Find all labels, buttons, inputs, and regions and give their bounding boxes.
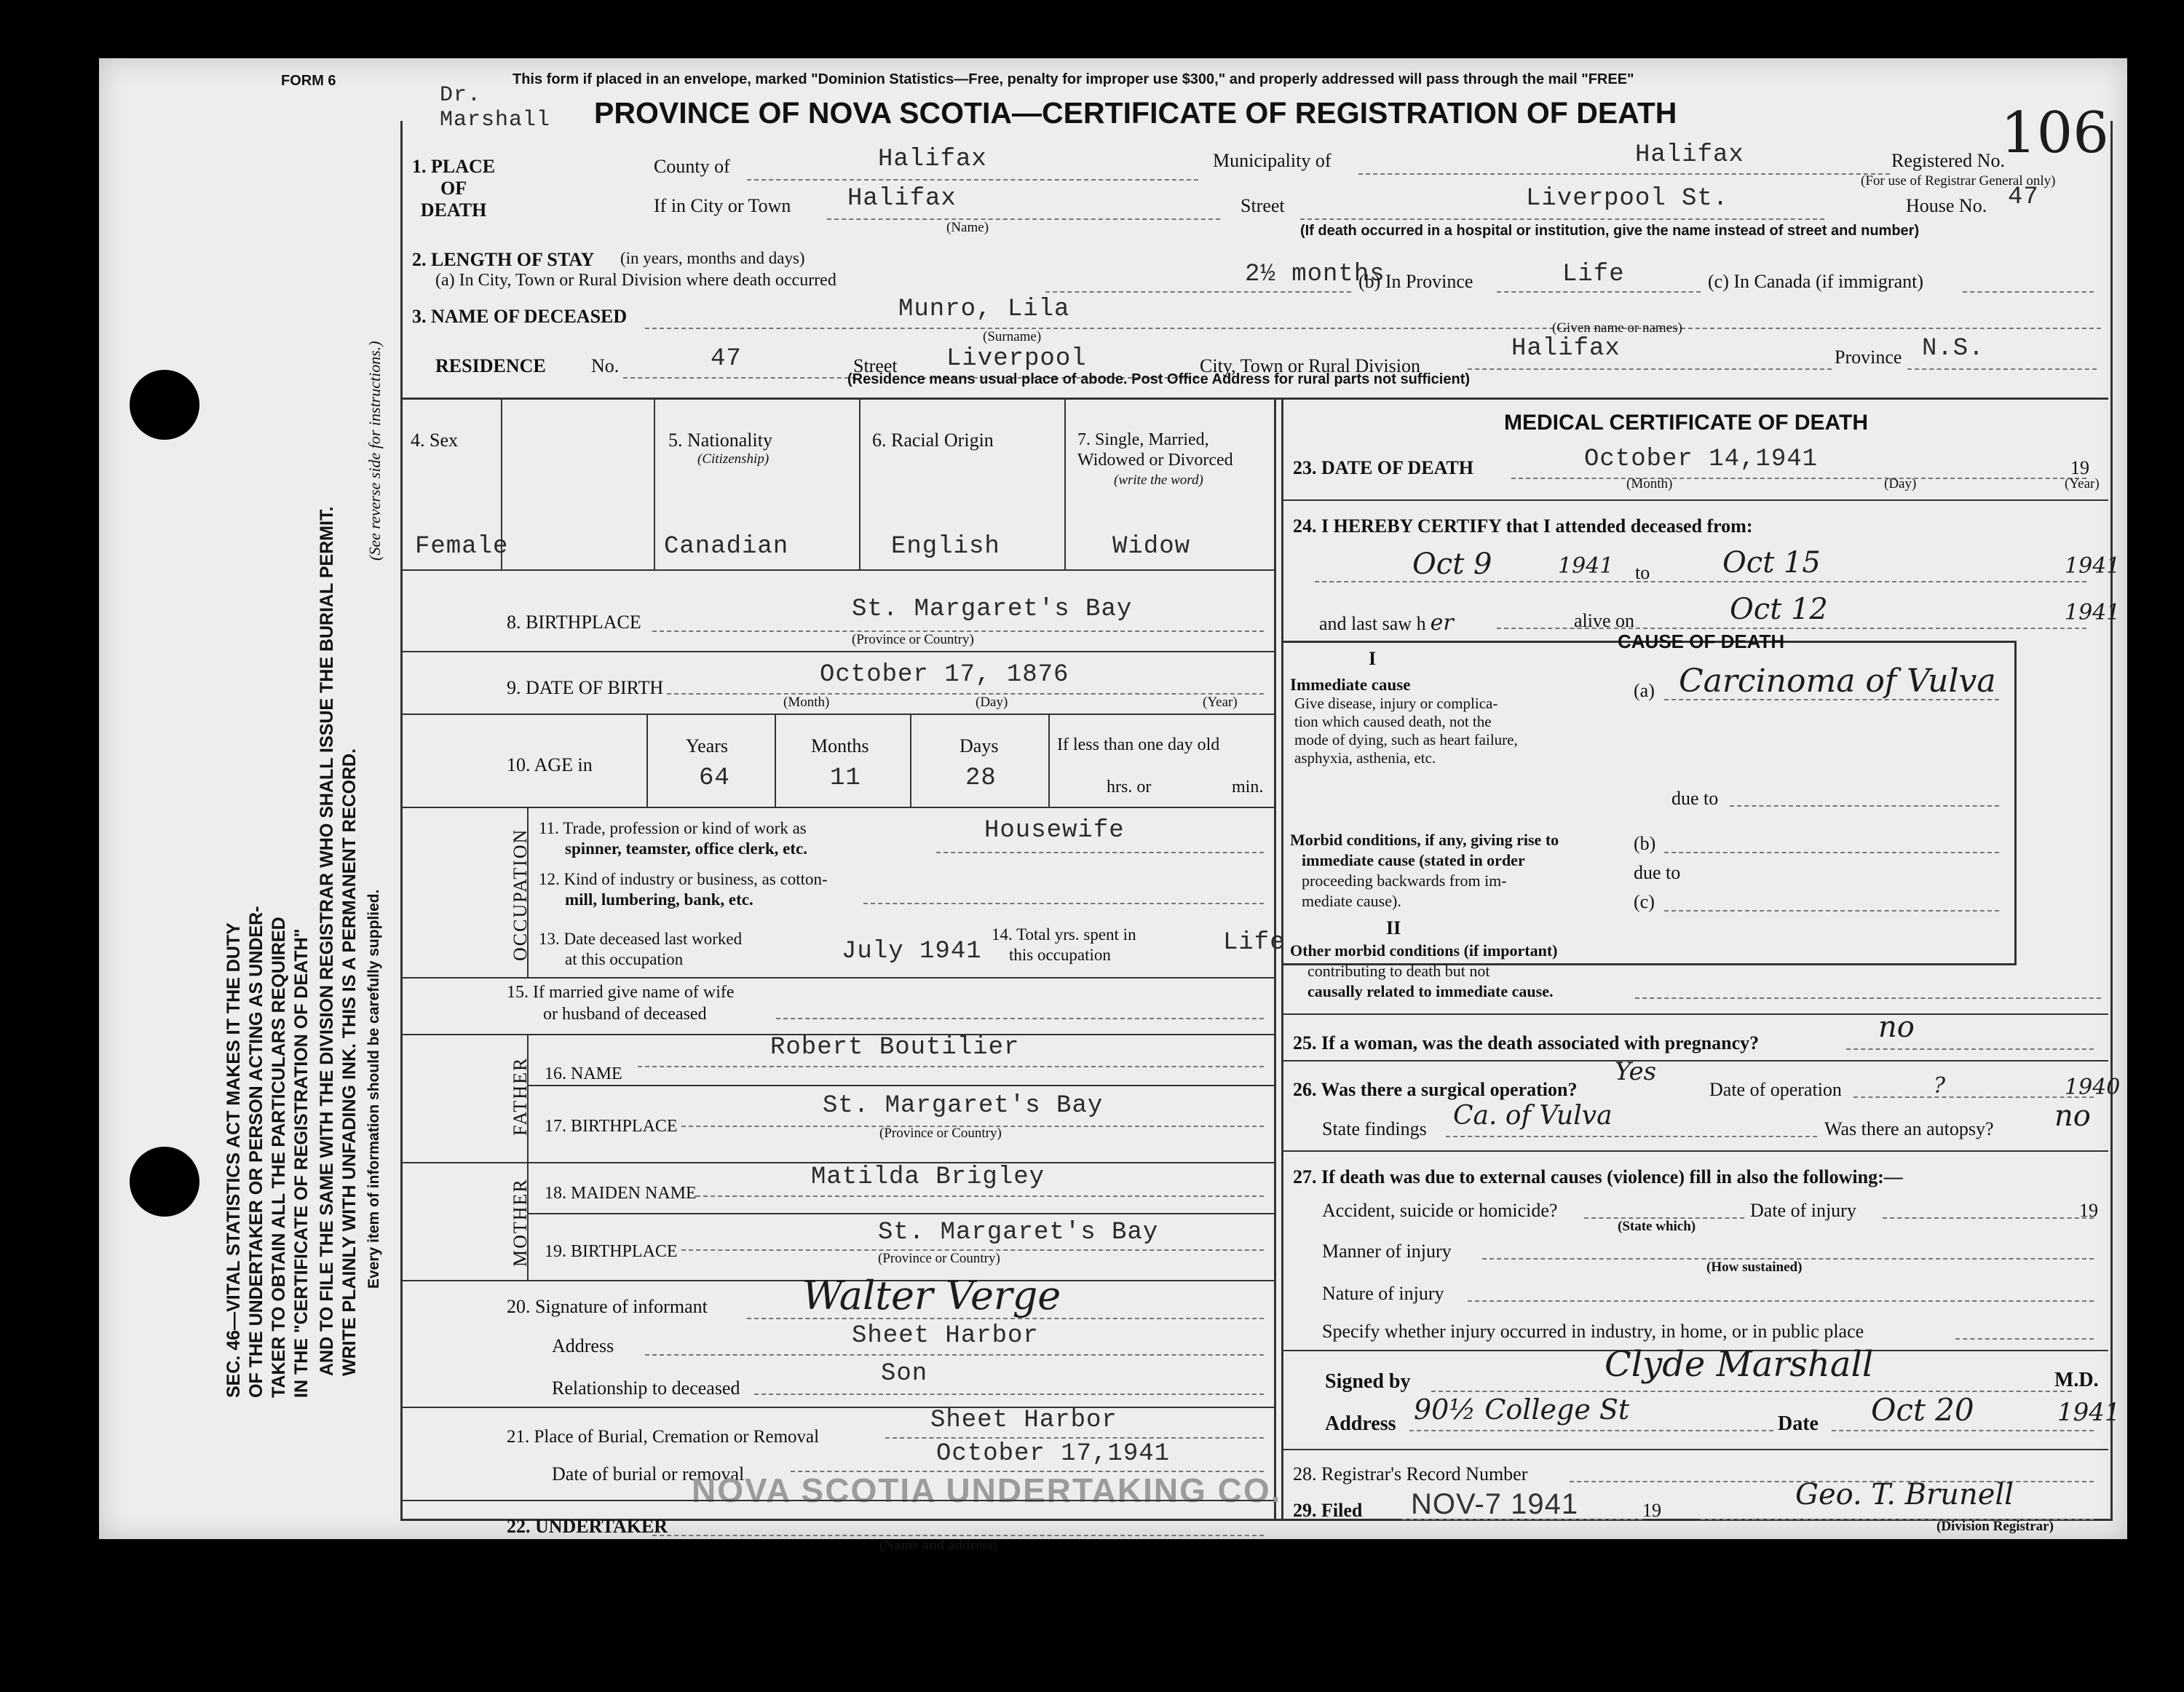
stay-c-label: (c) In Canada (if immigrant) [1708,271,1923,292]
dob-month-caption: (Month) [783,695,830,710]
manner-label: Manner of injury [1322,1241,1452,1262]
state-which-caption: (State which) [1618,1219,1696,1234]
marital-status-value: Widow [1112,533,1191,561]
morbid-help: Morbid conditions, if any, giving rise to immediate cause (stated in order proceeding backwards from im- mediate cause). [1290,831,1559,910]
age-months-label: Months [811,735,869,756]
filed-year-prefix: 19 [1642,1500,1661,1521]
occupation-side-label: OCCUPATION [510,828,531,961]
signed-date-year: 1941 [2057,1398,2121,1427]
findings-value: Ca. of Vulva [1453,1101,1613,1131]
residence-province-label: Province [1835,347,1902,368]
dob-year-caption: (Year) [1203,695,1238,710]
deceased-name-label: 3. NAME OF DECEASED [412,306,628,327]
birthplace-label: 8. BIRTHPLACE [507,612,641,633]
side-instructions-ref: (See reverse side for instructions.) [365,341,384,561]
relationship-value: Son [881,1360,928,1388]
length-of-stay-note: (in years, months and days) [620,249,805,267]
injury-year-prefix: 19 [2079,1200,2098,1221]
street-value: Liverpool St. [1526,185,1729,213]
spouse-label: 15. If married give name of wife or husband of deceased [507,983,735,1024]
residence-street-value: Liverpool [946,345,1087,373]
father-birthplace-value: St. Margaret's Bay [823,1092,1104,1120]
residence-city-value: Halifax [1511,335,1621,363]
residence-no-value: 47 [711,345,742,373]
side-note: Every item of information should be carefully supplied. [365,889,382,1289]
surgery-label: 26. Was there a surgical operation? [1293,1079,1578,1100]
other-morbid-help: Other morbid conditions (if important) contributing to death but not causally related to immediate cause. [1290,941,1558,1000]
burial-place-label: 21. Place of Burial, Cremation or Removal [507,1427,820,1447]
age-less-than-label: If less than one day old [1057,735,1220,754]
registrar-caption: (Division Registrar) [1936,1519,2054,1534]
house-value: 47 [2008,183,2039,211]
given-name-caption: (Given name or names) [1552,320,1682,336]
mother-maiden-label: 18. MAIDEN NAME [545,1184,697,1203]
municipality-value: Halifax [1635,141,1744,169]
age-days-label: Days [960,735,999,756]
md-label: M.D. [2054,1369,2099,1391]
dob-value: October 17, 1876 [820,661,1069,689]
signer-address-value: 90½ College St [1414,1393,1630,1426]
external-causes-label: 27. If death was due to external causes (violence) fill in also the following:— [1293,1166,1903,1187]
stay-b-label: (b) In Province [1358,271,1473,292]
residence-city-label: City, Town or Rural Division [1200,355,1420,376]
pregnancy-label: 25. If a woman, was the death associated with pregnancy? [1293,1032,1760,1053]
residence-street-label: Street [853,355,898,376]
alive-on-year: 1941 [2065,600,2121,625]
place-of-death-label: 1. PLACE OF DEATH [412,156,496,221]
accident-label: Accident, suicide or homicide? [1322,1200,1558,1221]
signed-by-label: Signed by [1325,1370,1411,1393]
cause-roman-1: I [1369,648,1377,669]
signed-by-value: Clyde Marshall [1605,1344,1874,1385]
cause-b-label: (b) [1634,833,1656,854]
autopsy-value: no [2054,1099,2091,1133]
cause-c-label: (c) [1634,891,1655,912]
filed-stamp: NOV-7 1941 [1411,1488,1579,1520]
mail-notice: This form if placed in an envelope, marked "Dominion Statistics—Free, penalty for improper use $300," and properly addressed will pass through the mail "FREE" [513,71,1634,87]
signer-address-label: Address [1325,1412,1396,1435]
house-label: House No. [1906,195,1987,216]
operation-date-value: ? [1934,1073,1946,1099]
father-name-label: 16. NAME [545,1064,622,1083]
last-worked-value: July 1941 [842,938,982,965]
due-to-2: due to [1634,862,1681,883]
injury-place-label: Specify whether injury occurred in industry, in home, or in public place [1322,1321,1864,1342]
street-label: Street [1241,195,1285,216]
mother-birthplace-label: 19. BIRTHPLACE [545,1242,678,1261]
findings-label: State findings [1322,1118,1427,1139]
certificate-sheet [99,58,2127,1553]
alive-on-label: alive on [1574,610,1635,631]
last-worked-label: 13. Date deceased last worked at this occupation [539,930,743,968]
relationship-label: Relationship to deceased [552,1377,740,1399]
date-of-death-value: October 14,1941 [1584,446,1819,473]
pregnancy-value: no [1878,1011,1915,1044]
informant-address-value: Sheet Harbor [852,1322,1039,1350]
burial-place-value: Sheet Harbor [930,1407,1117,1434]
cause-heading: CAUSE OF DEATH [1618,630,1785,652]
signed-date-value: Oct 20 [1871,1392,1974,1428]
death-year-caption: (Year) [2065,476,2100,491]
injury-date-label: Date of injury [1750,1200,1856,1221]
due-to-1: due to [1671,788,1719,809]
age-years-label: Years [686,735,729,756]
filed-label: 29. Filed [1293,1500,1363,1521]
death-month-caption: (Month) [1626,476,1673,491]
date-of-death-label: 23. DATE OF DEATH [1293,457,1473,478]
city-value: Halifax [847,185,957,213]
date-of-death-year-prefix: 19 [2070,457,2089,478]
nationality-caption: (Citizenship) [697,451,769,467]
undertaker-label: 22. UNDERTAKER [507,1516,668,1537]
attended-to-year: 1941 [2065,553,2121,579]
burial-date-value: October 17,1941 [936,1440,1171,1468]
attended-to-label: to [1635,562,1650,583]
mother-birthplace-value: St. Margaret's Bay [878,1219,1159,1246]
burial-date-label: Date of burial or removal [552,1463,745,1485]
how-sustained-caption: (How sustained) [1706,1260,1803,1275]
cause-roman-2: II [1386,917,1401,938]
registered-no-note: (For use of Registrar General only) [1861,173,2056,189]
punch-hole-top [130,370,199,440]
undertaker-caption: (Name and address) [879,1538,998,1553]
county-label: County of [654,156,730,177]
side-statute-text: SEC. 46—VITAL STATISTICS ACT MAKES IT THE DUTY OF THE UNDERTAKER OR PERSON ACTING AS UNDER- TAKER TO OBTAIN ALL THE PARTICULARS REQUIRED IN THE "CERTIFICATE OF REGISTRATION OF DEATH" [223,906,312,1398]
autopsy-label: Was there an autopsy? [1824,1118,1994,1139]
cause-a-value: Carcinoma of Vulva [1679,663,1996,700]
length-of-stay-label: 2. LENGTH OF STAY [412,249,595,270]
age-min-label: min. [1232,778,1264,796]
attended-from-year: 1941 [1558,553,1614,579]
sex-label: 4. Sex [411,430,458,451]
stay-a-value: 2½ months [1245,261,1385,288]
medical-heading: MEDICAL CERTIFICATE OF DEATH [1504,411,1868,435]
dob-label: 9. DATE OF BIRTH [507,677,664,698]
residence-no-label: No. [591,355,620,376]
registered-no-label: Registered No. [1891,150,2005,171]
racial-origin-label: 6. Racial Origin [872,430,994,451]
municipality-label: Municipality of [1213,150,1332,171]
total-years-value: Life [1223,929,1286,957]
industry-label: 12. Kind of industry or business, as cotton- mill, lumbering, bank, etc. [539,870,828,909]
immediate-cause-label: Immediate cause [1290,676,1411,694]
racial-origin-value: English [891,533,1000,561]
record-number-label: 28. Registrar's Record Number [1293,1463,1528,1485]
father-birthplace-label: 17. BIRTHPLACE [545,1117,678,1136]
certify-label: 24. I HEREBY CERTIFY that I attended deceased from: [1293,515,1753,537]
mother-side-label: MOTHER [510,1178,531,1267]
signed-date-label: Date [1778,1412,1819,1435]
nature-label: Nature of injury [1322,1283,1444,1304]
stay-b-value: Life [1562,261,1625,288]
alive-on-value: Oct 12 [1730,593,1828,626]
registered-no-value: 106 [2001,100,2109,166]
mother-maiden-value: Matilda Brigley [811,1163,1045,1191]
city-label: If in City or Town [654,195,791,216]
age-years-value: 64 [699,764,730,792]
surname-caption: (Surname) [983,329,1042,344]
age-days-value: 28 [965,764,997,792]
immediate-cause-help: Give disease, injury or complica- tion which caused death, not the mode of dying, such as heart failure, asphyxia, asthenia, etc. [1294,695,1518,767]
father-birthplace-caption: (Province or Country) [879,1126,1002,1141]
mother-birthplace-caption: (Province or Country) [878,1251,1000,1266]
father-name-value: Robert Boutilier [770,1034,1020,1062]
side-statute-text-long: AND TO FILE THE SAME WITH THE DIVISION REGISTRAR WHO SHALL ISSUE THE BURIAL PERMIT. WRITE PLAINLY WITH UNFADING INK. THIS IS A PERMANENT RECORD. [317,506,360,1376]
nationality-value: Canadian [664,533,789,561]
father-side-label: FATHER [510,1056,531,1136]
undertaker-stamp: NOVA SCOTIA UNDERTAKING CO. [692,1471,1282,1509]
informant-signature-label: 20. Signature of informant [507,1296,708,1317]
stay-a-label: (a) In City, Town or Rural Division where death occurred [435,271,836,290]
registrar-signature: Geo. T. Brunell [1795,1478,2014,1511]
trade-label: 11. Trade, profession or kind of work as spinner, teamster, office clerk, etc. [539,819,807,858]
birthplace-caption: (Province or Country) [852,632,974,647]
punch-hole-bottom [130,1147,199,1217]
informant-address-label: Address [552,1335,614,1356]
cause-a-label: (a) [1634,680,1655,701]
deceased-name-value: Munro, Lila [898,296,1070,323]
page-title: PROVINCE OF NOVA SCOTIA—CERTIFICATE OF REGISTRATION OF DEATH [594,96,1677,130]
county-value: Halifax [878,146,987,173]
age-months-value: 11 [830,764,861,792]
form-number: FORM 6 [281,73,336,89]
trade-value: Housewife [984,817,1125,845]
dob-day-caption: (Day) [976,695,1008,710]
operation-year-value: 1940 [2065,1075,2121,1100]
marital-status-label: 7. Single, Married, Widowed or Divorced (write the word) [1077,430,1233,488]
hospital-note: (If death occurred in a hospital or institution, give the name instead of street and number) [1300,223,1920,239]
death-day-caption: (Day) [1884,476,1917,491]
city-name-caption: (Name) [946,220,989,235]
residence-label: RESIDENCE [435,355,546,376]
sex-value: Female [415,533,509,561]
total-years-label: 14. Total yrs. spent in this occupation [992,925,1136,964]
age-hrs-label: hrs. or [1107,778,1152,796]
surgery-value: Yes [1615,1057,1657,1086]
attended-to-value: Oct 15 [1722,546,1821,580]
nationality-label: 5. Nationality [668,430,772,451]
last-saw-label: and last saw h er [1319,610,1454,636]
residence-note: (Residence means usual place of abode. Post Office Address for rural parts not sufficient) [847,371,1471,387]
operation-date-label: Date of operation [1709,1079,1842,1100]
attended-from-value: Oct 9 [1412,547,1492,581]
residence-province-value: N.S. [1922,335,1985,363]
age-label: 10. AGE in [507,754,593,775]
informant-signature: Walter Verge [802,1273,1061,1319]
corner-note: Dr. Marshall [440,83,551,133]
birthplace-value: St. Margaret's Bay [852,596,1133,623]
